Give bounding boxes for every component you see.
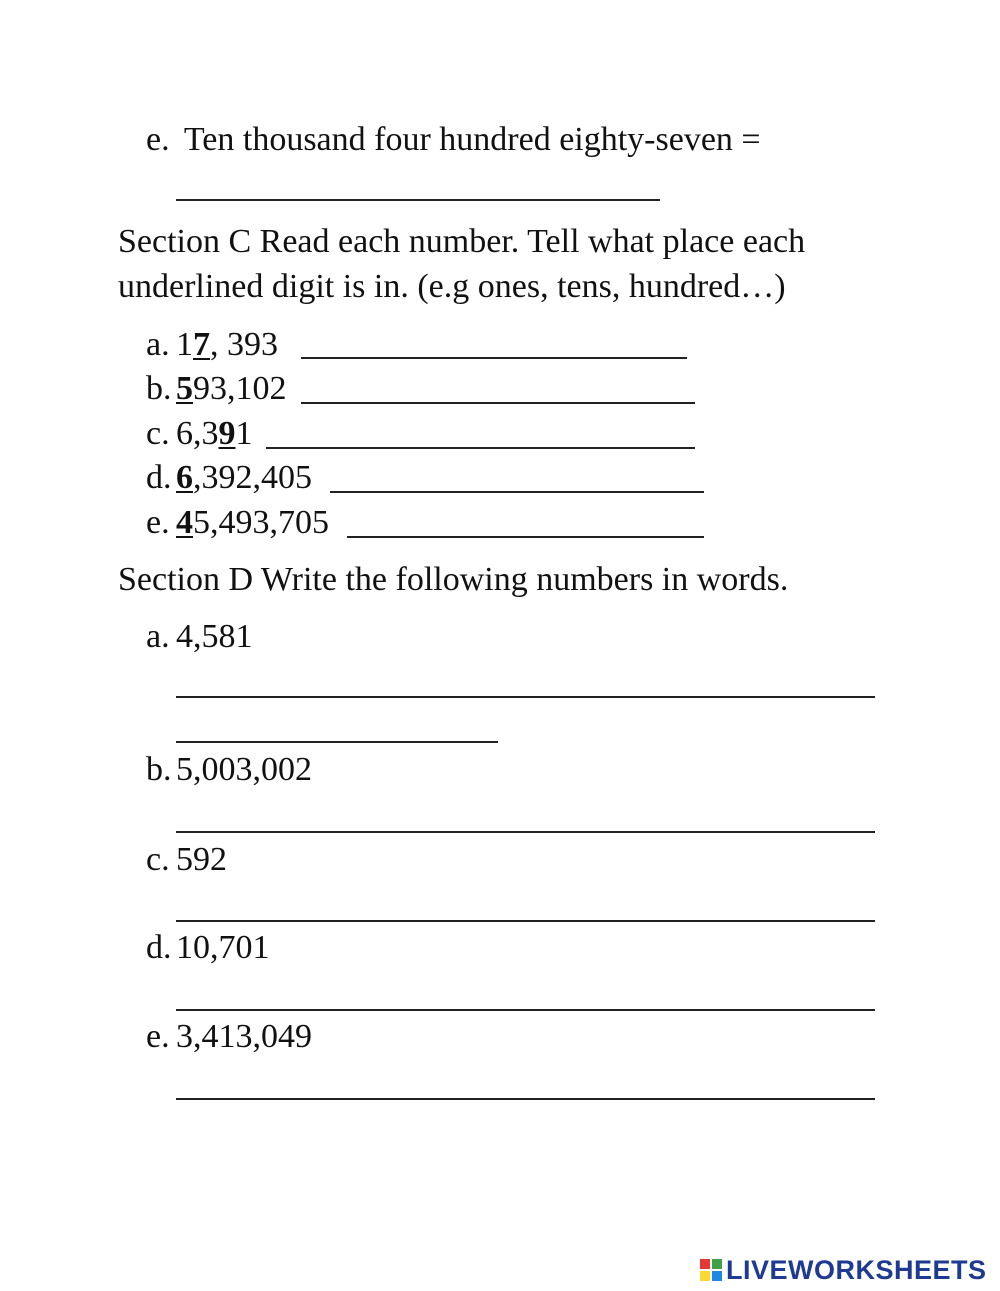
- item-marker: a.: [146, 326, 170, 363]
- section-c-item-b: [146, 369, 287, 409]
- section-c-instruction-line1: Section C Read each number. Tell what place each: [118, 223, 806, 260]
- item-marker: e.: [146, 1018, 170, 1055]
- number-part: 1: [176, 326, 193, 363]
- item-number: 5,003,002: [176, 751, 312, 788]
- item-number: 10,701: [176, 929, 270, 966]
- underlined-digit: 9: [218, 415, 236, 452]
- answer-blank[interactable]: [176, 696, 875, 698]
- underlined-digit: 7: [193, 326, 210, 363]
- answer-blank[interactable]: [176, 1098, 875, 1100]
- answer-blank[interactable]: [176, 199, 660, 201]
- underlined-digit: 5: [176, 370, 193, 407]
- item-text: Ten thousand four hundred eighty-seven =: [183, 121, 761, 158]
- section-d-heading: Section D Write the following numbers in words.: [118, 561, 789, 598]
- section-d-item-c: [146, 840, 227, 880]
- answer-blank[interactable]: [176, 831, 875, 833]
- number-part: 93,102: [193, 370, 287, 407]
- logo-text: LIVEWORKSHEETS: [726, 1254, 987, 1285]
- answer-blank[interactable]: [301, 357, 687, 359]
- item-marker: a.: [146, 618, 170, 655]
- item-number: 3,413,049: [176, 1018, 312, 1055]
- item-marker: b.: [146, 751, 172, 788]
- liveworksheets-logo[interactable]: [700, 1254, 987, 1286]
- section-c-item-e: [146, 503, 329, 543]
- answer-blank[interactable]: [266, 447, 695, 449]
- section-c-item-c: [146, 414, 253, 454]
- item-marker: b.: [146, 370, 172, 407]
- section-d-item-b: [146, 750, 312, 790]
- section-c-item-d: [146, 458, 312, 498]
- answer-blank[interactable]: [176, 920, 875, 922]
- item-marker: e.: [146, 504, 170, 541]
- section-c-item-a: [146, 325, 278, 365]
- item-marker: d.: [146, 459, 172, 496]
- answer-blank[interactable]: [301, 402, 695, 404]
- answer-blank[interactable]: [347, 536, 704, 538]
- answer-blank[interactable]: [330, 491, 704, 493]
- answer-blank[interactable]: [176, 1009, 875, 1011]
- item-marker: e.: [146, 121, 170, 158]
- number-part: 6,3: [176, 415, 219, 452]
- underlined-digit: 4: [176, 504, 193, 541]
- item-e-ten-thousand: [146, 120, 761, 160]
- underlined-digit: 6: [176, 459, 193, 496]
- number-part: ,392,405: [193, 459, 312, 496]
- section-d-item-e: [146, 1017, 312, 1057]
- number-part: 5,493,705: [193, 504, 329, 541]
- item-number: 4,581: [176, 618, 253, 655]
- item-marker: c.: [146, 841, 170, 878]
- item-marker: d.: [146, 929, 172, 966]
- logo-blocks-icon: [700, 1259, 722, 1281]
- answer-blank[interactable]: [176, 741, 498, 743]
- section-d-item-a: [146, 617, 253, 657]
- section-c-instruction-line2: underlined digit is in. (e.g ones, tens, hundred…): [118, 268, 786, 305]
- number-part: 1: [235, 415, 253, 452]
- item-marker: c.: [146, 415, 170, 452]
- item-number: 592: [176, 841, 227, 878]
- number-part: , 393: [210, 326, 278, 363]
- section-d-item-d: [146, 928, 270, 968]
